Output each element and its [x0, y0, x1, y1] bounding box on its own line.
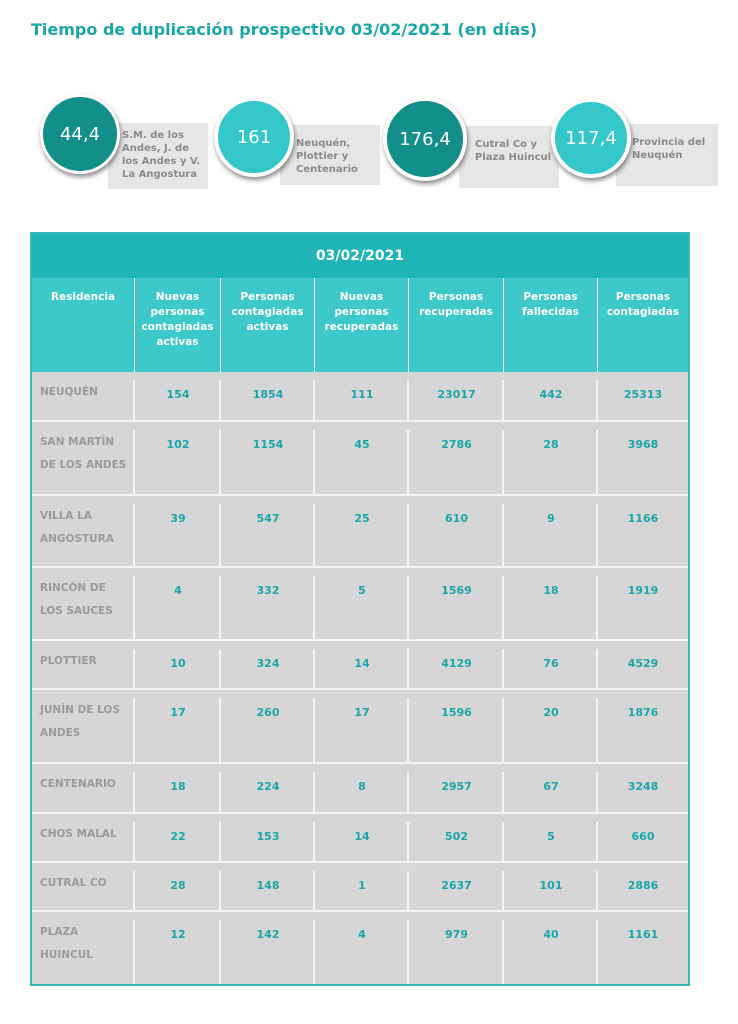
column-divider: [407, 649, 409, 690]
cell-contagiadas: 1161: [627, 928, 659, 941]
column-divider: [313, 698, 315, 764]
cell-nuevas-activas: 18: [170, 780, 186, 793]
column-divider: [313, 504, 315, 568]
column-divider: [502, 920, 504, 984]
cell-fallecidas: 5: [547, 830, 555, 843]
column-divider: [407, 871, 409, 912]
column-divider: [219, 576, 221, 641]
cell-residencia: JUNÍN DE LOS ANDES: [40, 704, 120, 739]
cell-nuevas-recuperadas: 14: [354, 830, 370, 843]
column-divider: [407, 576, 409, 641]
column-divider: [133, 649, 135, 690]
column-divider: [407, 430, 409, 496]
column-divider: [133, 504, 135, 568]
column-divider: [219, 649, 221, 690]
cell-activas: 153: [256, 830, 280, 843]
kpi-label: S.M. de los Andes, J. de los Andes y V. La Angostura: [108, 123, 208, 189]
column-divider: [219, 380, 221, 422]
cell-recuperadas: 610: [445, 512, 468, 525]
column-divider: [313, 772, 315, 814]
kpi-label: Cutral Co y Plaza Huincul: [459, 126, 559, 188]
cell-fallecidas: 40: [543, 928, 559, 941]
cell-nuevas-recuperadas: 25: [354, 512, 370, 525]
column-divider: [596, 649, 598, 690]
column-divider: [596, 772, 598, 814]
cell-nuevas-activas: 102: [166, 438, 190, 451]
table-row: [32, 764, 688, 814]
cell-recuperadas: 2786: [441, 438, 472, 451]
cell-fallecidas: 18: [543, 584, 559, 597]
header-residencia: Residencia: [32, 278, 135, 372]
table-row: [32, 496, 688, 568]
cell-nuevas-activas: 17: [170, 706, 186, 719]
table-row: [32, 912, 688, 984]
kpi-value: 44,4: [40, 94, 120, 174]
cell-residencia: CENTENARIO: [40, 778, 116, 790]
cell-recuperadas: 1596: [441, 706, 472, 719]
cell-contagiadas: 3248: [627, 780, 659, 793]
column-divider: [313, 920, 315, 984]
column-divider: [313, 822, 315, 863]
cell-activas: 260: [256, 706, 280, 719]
column-divider: [407, 772, 409, 814]
table-row: [32, 422, 688, 496]
column-divider: [502, 649, 504, 690]
kpi-label: Provincia del Neuquén: [616, 124, 718, 186]
cell-activas: 332: [256, 584, 280, 597]
column-divider: [313, 380, 315, 422]
cell-recuperadas: 2957: [441, 780, 472, 793]
table-row: [32, 863, 688, 912]
table-row: [32, 690, 688, 764]
header-activas: Personas contagiadas activas: [221, 278, 315, 372]
cell-residencia: SAN MARTÍN DE LOS ANDES: [40, 436, 127, 471]
kpi-value: 161: [214, 97, 294, 177]
column-divider: [219, 504, 221, 568]
table-date: 03/02/2021: [32, 234, 688, 278]
column-divider: [407, 698, 409, 764]
cell-recuperadas: 4129: [441, 657, 472, 670]
column-divider: [313, 649, 315, 690]
column-divider: [133, 576, 135, 641]
cell-nuevas-activas: 4: [174, 584, 182, 597]
cell-fallecidas: 76: [543, 657, 559, 670]
column-divider: [407, 504, 409, 568]
cell-contagiadas: 1876: [627, 706, 659, 719]
cell-activas: 547: [256, 512, 280, 525]
column-divider: [313, 576, 315, 641]
cell-residencia: PLOTTIER: [40, 655, 97, 667]
header-contagiadas: Personas contagiadas: [598, 278, 688, 372]
cell-residencia: NEUQUÉN: [40, 386, 98, 398]
table-row: [32, 568, 688, 641]
cases-table: [30, 232, 690, 986]
cell-contagiadas: 2886: [627, 879, 659, 892]
table-row: [32, 814, 688, 863]
cell-contagiadas: 25313: [623, 388, 663, 401]
header-nuevas-activas: Nuevas personas contagiadas activas: [135, 278, 221, 372]
column-divider: [596, 920, 598, 984]
column-divider: [219, 822, 221, 863]
cell-nuevas-recuperadas: 17: [354, 706, 370, 719]
cell-nuevas-recuperadas: 45: [354, 438, 370, 451]
cell-recuperadas: 1569: [441, 584, 472, 597]
column-divider: [502, 772, 504, 814]
cell-recuperadas: 2637: [441, 879, 472, 892]
cell-activas: 224: [256, 780, 280, 793]
cell-nuevas-recuperadas: 1: [358, 879, 366, 892]
kpi-value: 117,4: [551, 98, 631, 178]
cell-residencia: VILLA LA ANGOSTURA: [40, 510, 114, 545]
header-fallecidas: Personas fallecidas: [504, 278, 598, 372]
column-divider: [219, 430, 221, 496]
cell-fallecidas: 101: [539, 879, 563, 892]
kpi-label: Neuquén, Plottier y Centenario: [280, 125, 380, 185]
cell-contagiadas: 1919: [627, 584, 659, 597]
cell-activas: 324: [256, 657, 280, 670]
column-divider: [596, 871, 598, 912]
page-title: Tiempo de duplicación prospectivo 03/02/2021 (en días): [31, 20, 538, 39]
column-divider: [596, 504, 598, 568]
column-divider: [407, 920, 409, 984]
column-divider: [219, 698, 221, 764]
column-divider: [407, 822, 409, 863]
cell-nuevas-activas: 28: [170, 879, 186, 892]
column-divider: [407, 380, 409, 422]
column-divider: [133, 822, 135, 863]
column-divider: [596, 430, 598, 496]
cell-nuevas-recuperadas: 111: [350, 388, 374, 401]
cell-nuevas-activas: 12: [170, 928, 186, 941]
cell-contagiadas: 1166: [627, 512, 659, 525]
kpi-value: 176,4: [383, 97, 467, 181]
cell-residencia: RINCÓN DE LOS SAUCES: [40, 582, 113, 617]
cell-fallecidas: 442: [539, 388, 563, 401]
table-row: [32, 641, 688, 690]
column-divider: [133, 871, 135, 912]
column-divider: [596, 380, 598, 422]
column-divider: [133, 920, 135, 984]
column-divider: [502, 380, 504, 422]
cell-nuevas-activas: 10: [170, 657, 186, 670]
column-divider: [133, 430, 135, 496]
column-divider: [502, 871, 504, 912]
cell-recuperadas: 979: [445, 928, 468, 941]
column-divider: [596, 822, 598, 863]
column-divider: [502, 504, 504, 568]
column-divider: [219, 871, 221, 912]
column-divider: [596, 576, 598, 641]
cell-nuevas-recuperadas: 4: [358, 928, 366, 941]
cell-contagiadas: 4529: [627, 657, 659, 670]
cell-activas: 148: [256, 879, 280, 892]
cell-recuperadas: 502: [445, 830, 468, 843]
cell-activas: 142: [256, 928, 280, 941]
cell-nuevas-activas: 22: [170, 830, 186, 843]
column-divider: [219, 920, 221, 984]
column-divider: [502, 430, 504, 496]
cell-fallecidas: 9: [547, 512, 555, 525]
column-divider: [133, 772, 135, 814]
cell-residencia: CUTRAL CO: [40, 877, 107, 889]
cell-nuevas-recuperadas: 5: [358, 584, 366, 597]
column-divider: [313, 871, 315, 912]
column-divider: [596, 698, 598, 764]
cell-nuevas-activas: 39: [170, 512, 186, 525]
header-recuperadas: Personas recuperadas: [409, 278, 504, 372]
cell-nuevas-recuperadas: 8: [358, 780, 366, 793]
cell-nuevas-activas: 154: [166, 388, 190, 401]
cell-fallecidas: 67: [543, 780, 559, 793]
column-divider: [502, 822, 504, 863]
cell-residencia: CHOS MALAL: [40, 828, 117, 840]
column-divider: [502, 576, 504, 641]
cell-fallecidas: 28: [543, 438, 559, 451]
header-nuevas-recuperadas: Nuevas personas recuperadas: [315, 278, 409, 372]
table-row: [32, 372, 688, 422]
cell-nuevas-recuperadas: 14: [354, 657, 370, 670]
column-divider: [133, 380, 135, 422]
cell-activas: 1854: [252, 388, 284, 401]
column-divider: [219, 772, 221, 814]
column-divider: [502, 698, 504, 764]
cell-fallecidas: 20: [543, 706, 559, 719]
cell-recuperadas: 23017: [437, 388, 476, 401]
column-divider: [133, 698, 135, 764]
cell-contagiadas: 3968: [627, 438, 659, 451]
cell-residencia: PLAZA HUINCUL: [40, 926, 93, 961]
column-divider: [313, 430, 315, 496]
cell-contagiadas: 660: [631, 830, 655, 843]
cell-activas: 1154: [252, 438, 284, 451]
